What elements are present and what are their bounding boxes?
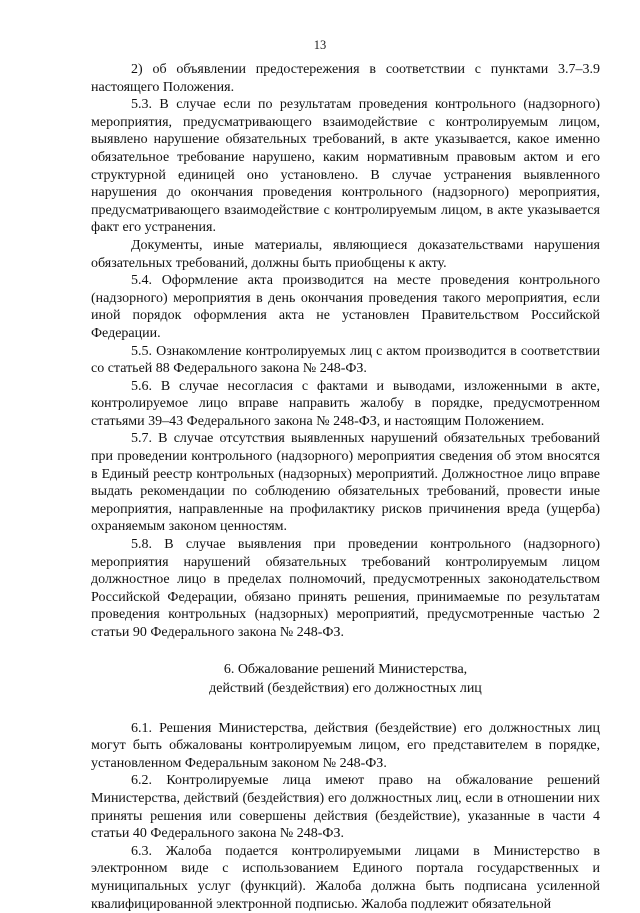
paragraph-5-6: 5.6. В случае несогласия с фактами и выводами, изложенными в акте, контролируемое лицо вправе направить жалобу в порядке, предусмотренном статьями 39–43 Федерального закона № 248-ФЗ, и настоящим Положением. [91, 378, 600, 429]
paragraph-5-8: 5.8. В случае выявления при проведении контрольного (надзорного) мероприятия нарушений обязательных требований контролируемым лицом должностное лицо в пределах полномочий, предусмотренных законодательством Российской Федерации, обязано принять решения, принимаемые по результатам проведения контрольных (надзорных) мероприятий, предусмотренные частью 2 статьи 90 Федерального закона № 248-ФЗ. [91, 537, 600, 640]
section-heading-line-1: 6. Обжалование решений Министерства, [223, 661, 468, 677]
page-body [91, 61, 600, 913]
paragraph-5-3: 5.3. В случае если по результатам проведения контрольного (надзорного) мероприятия, предусматривающего взаимодействие с контролируемым лицом, выявлено нарушение обязательных требований, в акте указывается, какое именно обязательное требование нарушено, каким нормативным правовым актом и его структурной единицей оно установлено. В случае устранения выявленного нарушения до окончания проведения контрольного (надзорного) мероприятия, предусматривающего взаимодействие с контролируемым лицом, в акте указывается факт его устранения. [91, 97, 600, 236]
paragraph-5-5: 5.5. Ознакомление контролируемых лиц с актом производится в соответствии со статьей 88 Федерального закона № 248-ФЗ. [91, 343, 600, 377]
paragraph-5-7: 5.7. В случае отсутствия выявленных нарушений обязательных требований при проведении контрольного (надзорного) мероприятия сведения об этом вносятся в Единый реестр контрольных (надзорных) мероприятий. Должностное лицо вправе выдать рекомендации по соблюдению обязательных требований, провести иные мероприятия, направленные на профилактику рисков причинения вреда (ущерба) охраняемым законом ценностям. [91, 431, 600, 535]
paragraph-6-2: 6.2. Контролируемые лица имеют право на обжалование решений Министерства, действий (бездействия) его должностных лиц, если в отношении них приняты решения или совершены действия (бездействие), указанные в части 4 статьи 40 Федерального закона № 248-ФЗ. [91, 773, 600, 842]
section-heading [91, 660, 600, 698]
paragraph-6-3: 6.3. Жалоба подается контролируемыми лицами в Министерство в электронном виде с использованием Единого портала государственных и муниципальных услуг (функций). Жалоба должна быть подписана усиленной квалифицированной электронной подписью. Жалоба подлежит обязательной [91, 843, 600, 912]
paragraph-item-2: 2) об объявлении предостережения в соответствии с пунктами 3.7–3.9 настоящего Положения. [91, 62, 600, 95]
paragraph-documents: Документы, иные материалы, являющиеся доказательствами нарушения обязательных требований, должны быть приобщены к акту. [91, 237, 600, 271]
page-number: 13 [313, 38, 327, 52]
paragraph-5-4: 5.4. Оформление акта производится на месте проведения контрольного (надзорного) мероприятия в день окончания проведения такого мероприятия, если иной порядок оформления акта не установлен Правительством Российской Федерации. [91, 273, 600, 341]
section-heading-line-2: действий (бездействия) его должностных лиц [209, 680, 482, 696]
paragraph-6-1: 6.1. Решения Министерства, действия (бездействие) его должностных лиц могут быть обжалованы контролируемым лицом, его представителем в порядке, установленном Федеральным законом № 248-ФЗ. [91, 720, 600, 771]
